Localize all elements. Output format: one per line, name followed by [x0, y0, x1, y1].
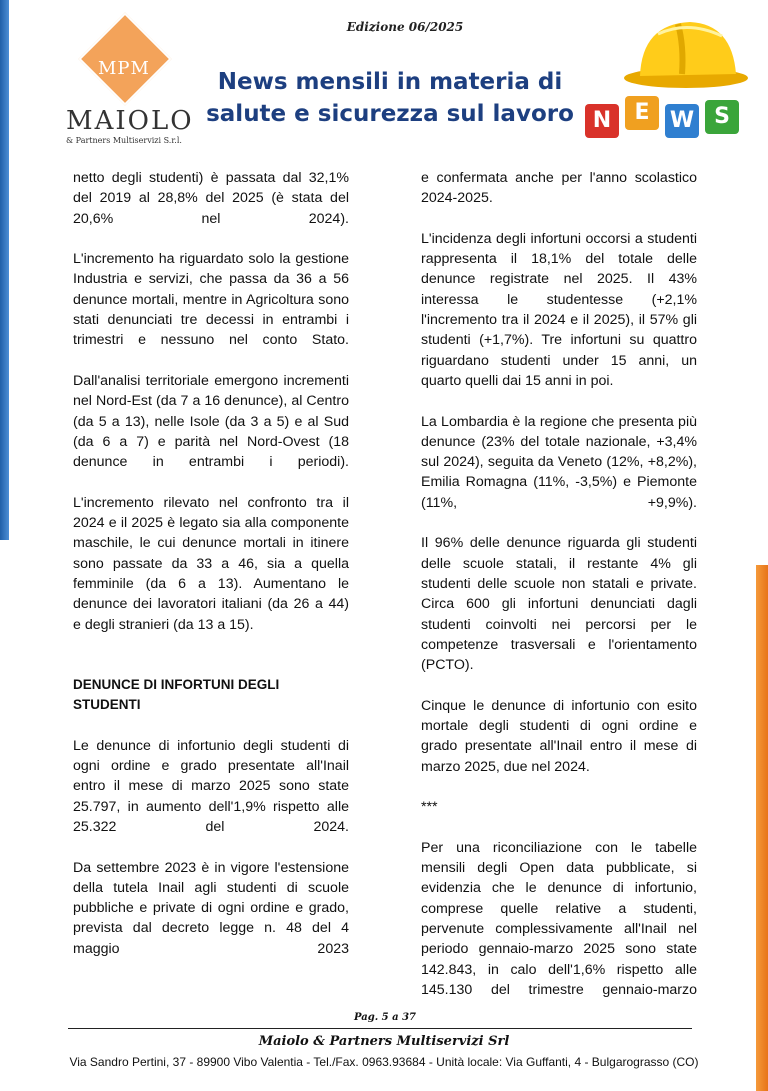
company-logo — [62, 24, 192, 152]
separator: *** — [421, 799, 438, 816]
news-blocks-graphic — [585, 96, 745, 146]
paragraph: La Lombardia è la regione che presenta più denunce (23% del totale nazionale, +3,4% sul 2024), seguita da Veneto (12%, +8,2%), Emilia Romagna (11%, -3,5%) e Piemonte (11%, +9,9%). — [421, 413, 697, 511]
paragraph: netto degli studenti) è passata dal 32,1% del 2019 al 28,8% del 2025 (è stata del 20,6% nel 2024). — [73, 170, 349, 227]
logo-mark: MPM — [98, 58, 150, 79]
title-line-2: salute e sicurezza sul lavoro — [206, 101, 574, 127]
news-block-n: N — [585, 104, 619, 138]
paragraph: Il 96% delle denunce riguarda gli studenti delle scuole statali, il restante 4% gli studenti delle scuole non statali e private. Circa 600 gli infortuni denunciati dagli studenti coinvolti nei percorsi per le competenze trasversali e l'orientamento (PCTO). — [421, 535, 697, 674]
hard-hat-icon — [618, 16, 748, 96]
logo-subtitle: & Partners Multiservizi S.r.l. — [66, 136, 182, 145]
news-block-e: E — [625, 96, 659, 130]
paragraph: L'incidenza degli infortuni occorsi a studenti rappresenta il 18,1% del totale delle denunce registrate nel 2025. Il 43% interessa le studentesse (+2,1% l'incremento tra il 2024 e il 2025), il 57% gli studenti (+1,7%). Tre infortuni su quattro riguardano studenti under 15 anni, un quarto quelli dai 15 anni in poi. — [421, 230, 697, 389]
left-decorative-bar — [0, 0, 9, 540]
paragraph: Le denunce di infortunio degli studenti di ogni ordine e grado presentate all'Inail entro il mese di marzo 2025 sono state 25.797, in aumento dell'1,9% rispetto alle 25.322 del 2024. — [73, 737, 349, 835]
logo-name: MAIOLO — [66, 106, 194, 136]
right-decorative-bar — [756, 565, 768, 1091]
paragraph: e confermata anche per l'anno scolastico 2024-2025. — [421, 170, 697, 207]
title-line-1: News mensili in materia di — [217, 69, 563, 95]
footer-divider — [68, 1028, 692, 1029]
edition-label: Edizione 06/2025 — [346, 20, 464, 34]
left-text-column — [73, 168, 349, 979]
paragraph: Dall'analisi territoriale emergono incrementi nel Nord-Est (da 7 a 16 denunce), al Centro (da 5 a 13), nelle Isole (da 3 a 5) e al Sud (da 6 a 7) e parità nel Nord-Ovest (18 denunce in entrambi i periodi). — [73, 372, 349, 471]
right-text-column — [421, 168, 697, 1020]
paragraph: Per una riconciliazione con le tabelle mensili degli Open data pubblicate, si evidenzia che le denunce di infortunio, comprese quelle relative a studenti, pervenute complessivamente all'Inail nel periodo gennaio-marzo 2025 sono state 142.843, in calo dell'1,6% rispetto alle 145.130 del trimestre gennaio-marzo — [421, 839, 697, 998]
page-number: Pag. 5 a 37 — [353, 1012, 416, 1023]
paragraph: Da settembre 2023 è in vigore l'estensione della tutela Inail agli studenti di scuole pubbliche e private di ogni ordine e grado, prevista dal decreto legge n. 48 del 4 maggio 2023 — [73, 859, 349, 957]
footer-address: Via Sandro Pertini, 37 - 89900 Vibo Valentia - Tel./Fax. 0963.93684 - Unità locale: Via Guffanti, 4 - Bulgarograsso (CO) — [69, 1055, 699, 1069]
paragraph: L'incremento ha riguardato solo la gestione Industria e servizi, che passa da 36 a 56 denunce mortali, mentre in Agricoltura sono stati denunciati tre decessi in entrambi i trimestri e nessuno nel conto Stato. — [73, 251, 349, 349]
paragraph: Cinque le denunce di infortunio con esito mortale degli studenti di ogni ordine e grado presentate all'Inail entro il mese di marzo 2025, due nel 2024. — [421, 697, 697, 775]
paragraph: L'incremento rilevato nel confronto tra il 2024 e il 2025 è legato sia alla componente maschile, le cui denunce mortali in itinere sono passate da 33 a 46, sia a quella femminile (da 6 a 13). Aumentano le denunce dei lavoratori italiani (da 26 a 44) e degli stranieri (da 13 a 15). — [73, 494, 349, 633]
news-block-w: W — [665, 104, 699, 138]
footer-company: Maiolo & Partners Multiservizi Srl — [258, 1034, 510, 1049]
newsletter-title — [205, 66, 575, 130]
section-heading: DENUNCE DI INFORTUNI DEGLI STUDENTI — [73, 676, 280, 713]
news-block-s: S — [705, 100, 739, 134]
